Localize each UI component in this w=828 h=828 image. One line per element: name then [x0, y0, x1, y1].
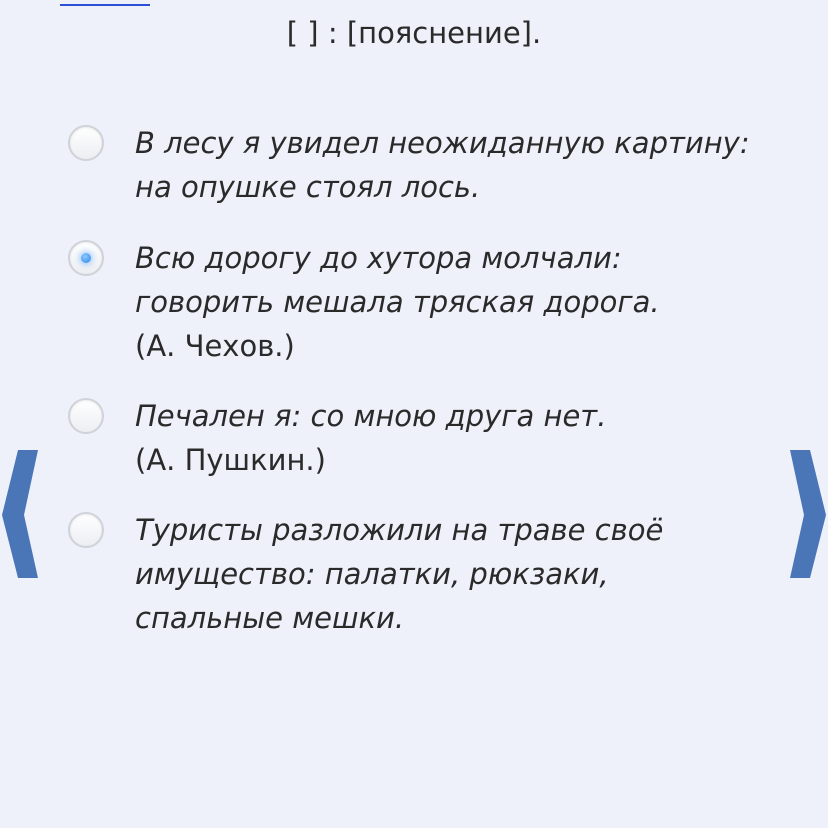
option-line: на опушке стоял лось. — [135, 170, 481, 204]
option-text — [135, 394, 775, 482]
option-text — [135, 236, 775, 368]
radio-selected-dot — [81, 253, 91, 263]
option-line: говорить мешала тряская дорога. — [135, 285, 660, 319]
next-button[interactable] — [788, 450, 828, 580]
pattern-scheme: [ ] : [пояснение]. — [286, 16, 542, 50]
option-line: Туристы разложили на траве своё — [135, 513, 664, 547]
option-text — [135, 508, 775, 640]
chevron-right-icon — [788, 450, 828, 580]
option-line: спальные мешки. — [135, 601, 405, 635]
option-line: имущество: палатки, рюкзаки, — [135, 557, 609, 591]
option-line: В лесу я увидел неожиданную картину: — [135, 126, 750, 160]
option-line: Всю дорогу до хутора молчали: — [135, 241, 622, 275]
radio-button-selected[interactable] — [68, 240, 104, 276]
chevron-left-icon — [0, 450, 40, 580]
radio-button[interactable] — [68, 125, 104, 161]
option-line: Печален я: со мною друга нет. — [135, 399, 607, 433]
option-author: (А. Пушкин.) — [135, 443, 326, 477]
radio-button[interactable] — [68, 512, 104, 548]
prev-button[interactable] — [0, 450, 40, 580]
option-text — [135, 121, 775, 209]
option-author: (А. Чехов.) — [135, 329, 295, 363]
radio-button[interactable] — [68, 398, 104, 434]
